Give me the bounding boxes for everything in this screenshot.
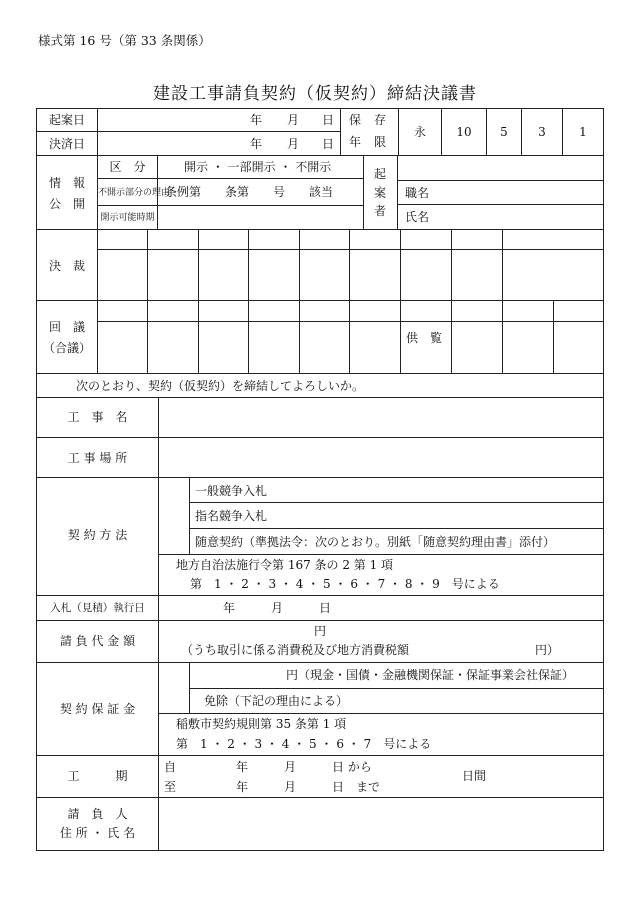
deposit-option-amount: 円（現金・国債・金融機関保証・保証事業会社保証） <box>286 668 575 682</box>
retention-label-2: 存 <box>374 113 387 127</box>
drafted-month: 月 <box>287 113 300 127</box>
decision-label: 決 裁 <box>48 259 85 273</box>
drafter-label-2: 案 <box>374 186 387 200</box>
nondisclosure-reason-label: 不開示部分の理由 <box>98 188 171 198</box>
consult-label-sub: （合議） <box>42 341 91 355</box>
work-name-label: 工 事 名 <box>67 410 128 424</box>
retention-label-1: 保 <box>349 113 362 127</box>
document-title: 建設工事請負契約（仮契約）締結決議書 <box>153 84 477 104</box>
retention-option: 10 <box>456 125 472 139</box>
work-period-to: 至 年 月 日 まで <box>164 780 381 794</box>
method-option-designated-bid: 指名競争入札 <box>195 509 268 523</box>
drafted-year: 年 <box>250 113 263 127</box>
decided-date-label: 決済日 <box>48 137 85 151</box>
deposit-rule-items: 第 1 ・ 2 ・ 3 ・ 4 ・ 5 ・ 6 ・ 7 号による <box>176 737 432 751</box>
retention-label-4: 限 <box>374 135 387 149</box>
work-period-label: 工 期 <box>67 769 128 783</box>
drafted-day: 日 <box>322 113 335 127</box>
drafted-date-label: 起案日 <box>48 113 85 127</box>
decided-day: 日 <box>322 137 335 151</box>
disclosure-label-3: 公 <box>49 197 62 211</box>
work-location-label: 工 事 場 所 <box>67 451 128 465</box>
work-period-days: 日間 <box>462 769 487 783</box>
drafter-label-1: 起 <box>374 167 387 181</box>
deposit-rule-reference: 稲敷市契約規則第 35 条第 1 項 <box>176 717 347 731</box>
disclosure-category-label: 区 分 <box>109 160 146 174</box>
disclosure-label-1: 情 <box>49 176 62 190</box>
method-option-negotiated: 随意契約（準拠法令：次のとおり。別紙「随意契約理由書」添付） <box>195 535 556 549</box>
tax-note: （うち取引に係る消費税及び地方消費税額 <box>181 643 410 657</box>
contractor-label: 請 負 人 <box>67 807 128 821</box>
contractor-address-name-label: 住 所 ・ 氏 名 <box>59 826 136 840</box>
contract-amount-yen: 円 <box>314 624 327 638</box>
circulation-label: 供 覧 <box>406 331 443 345</box>
retention-option: 5 <box>500 125 508 139</box>
contract-method-label: 契 約 方 法 <box>67 528 128 542</box>
work-period-from: 自 年 月 日 から <box>164 760 372 774</box>
nondisclosure-reason-value: 条例第 条第 号 該当 <box>165 185 334 199</box>
bid-date-label: 入札（見積）執行日 <box>50 602 145 614</box>
tax-yen: 円） <box>535 643 560 657</box>
law-reference: 地方自治法施行令第 167 条の 2 第 1 項 <box>176 558 394 572</box>
security-deposit-label: 契 約 保 証 金 <box>59 702 136 716</box>
drafter-name-label: 氏名 <box>405 210 430 224</box>
decided-month: 月 <box>287 137 300 151</box>
resolution-statement: 次のとおり、契約（仮契約）を締結してよろしいか。 <box>76 379 365 393</box>
retention-option: 永 <box>413 125 426 139</box>
disclosure-label-2: 報 <box>73 176 86 190</box>
form-number: 様式第 16 号（第 33 条関係） <box>38 33 211 48</box>
disclosure-label-4: 開 <box>73 197 86 211</box>
retention-option: 3 <box>538 125 546 139</box>
law-item-numbers: 第 1 ・ 2 ・ 3 ・ 4 ・ 5 ・ 6 ・ 7 ・ 8 ・ 9 号による <box>190 577 500 591</box>
method-option-general-bid: 一般競争入札 <box>195 484 268 498</box>
drafter-position-label: 職名 <box>405 186 430 200</box>
deposit-option-exempt: 免除（下記の理由による） <box>204 694 349 708</box>
bid-date-value: 年 月 日 <box>223 601 332 615</box>
contract-amount-label: 請 負 代 金 額 <box>59 634 136 648</box>
decided-year: 年 <box>250 137 263 151</box>
disclosure-category-value: 開示 ・ 一部開示 ・ 不開示 <box>184 160 332 174</box>
retention-option: 1 <box>579 125 587 139</box>
drafter-label-3: 者 <box>374 204 387 218</box>
consult-label: 回 議 <box>48 320 85 334</box>
disclosure-period-label: 開示可能時期 <box>100 213 155 223</box>
retention-label-3: 年 <box>349 135 362 149</box>
